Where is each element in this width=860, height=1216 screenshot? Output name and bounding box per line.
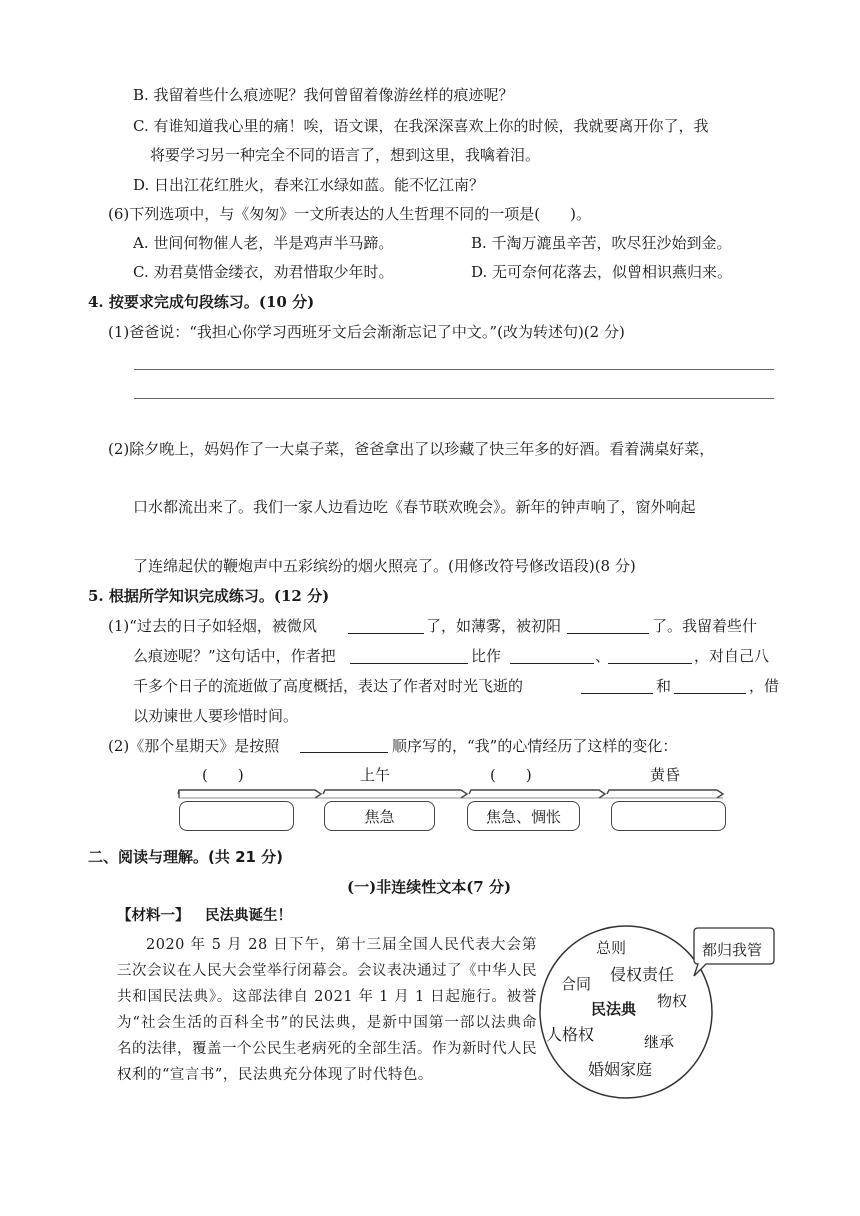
word-personality: 人格权 xyxy=(546,1025,595,1044)
word-contract: 合同 xyxy=(561,975,592,993)
material-1-text: 2020 年 5 月 28 日下午，第十三届全国人民代表大会第三次会议在人民大会堂举行闭幕会。会议表决通过了《中华人民共和国民法典》。这部法律自 2021 年 1 月 1 日起施行。被誉为“社会生活的百科全书”的民法典，是新中国第一部以法典命名的法律，覆盖一个公民生老病死的全部生活。作为新时代人民权利的“宣言书”，民法典充分体现了时代特色。 xyxy=(117,937,537,1083)
q5-s2-c: 、 xyxy=(595,647,611,665)
answer-line-1[interactable] xyxy=(134,369,774,370)
q6-option-d: D. 无可奈何花落去，似曾相识燕归来。 xyxy=(471,263,733,281)
q5-s1-a: (1)“过去的日子如轻烟，被微风 xyxy=(108,617,317,635)
word-general-rules: 总则 xyxy=(596,939,627,957)
blank-2[interactable] xyxy=(567,633,649,634)
mood-box-4[interactable] xyxy=(611,801,726,831)
q4-title: 4. 按要求完成句段练习。(10 分) xyxy=(88,293,315,311)
timeline-label-3: ( ) xyxy=(490,766,532,784)
q5-s3-c: ，借 xyxy=(749,677,780,695)
diagram-center: 民法典 xyxy=(591,1000,637,1018)
blank-6[interactable] xyxy=(581,693,653,694)
q5-s1-c: 了。我留着些什 xyxy=(652,617,758,635)
blank-3[interactable] xyxy=(350,663,468,664)
mood-box-1[interactable] xyxy=(179,801,294,831)
q5-option-b: B. 我留着些什么痕迹呢？我何曾留着像游丝样的痕迹呢？ xyxy=(133,86,514,104)
q5-title: 5. 根据所学知识完成练习。(12 分) xyxy=(88,587,330,605)
q5-s3-a: 千多个日子的流逝做了高度概括，表达了作者对时光飞逝的 xyxy=(133,677,524,695)
mood-box-3: 焦急、惆怅 xyxy=(467,801,580,831)
q5-option-c-line2: 将要学习另一种完全不同的语言了，想到这里，我噙着泪。 xyxy=(150,146,541,164)
blank-8[interactable] xyxy=(300,752,388,753)
material-1-title: 民法典诞生！ xyxy=(205,908,292,924)
word-tort-liability: 侵权责任 xyxy=(610,965,675,984)
blank-5[interactable] xyxy=(608,663,692,664)
material-1-label: 【材料一】 xyxy=(117,908,190,924)
blank-1[interactable] xyxy=(348,633,424,634)
q4-sub1: (1)爸爸说：“我担心你学习西班牙文后会渐渐忘记了中文。”(改为转述句)(2 分) xyxy=(108,323,625,341)
q5-s3-b: 和 xyxy=(656,677,672,695)
word-marriage-family: 婚姻家庭 xyxy=(588,1060,653,1079)
blank-7[interactable] xyxy=(674,693,746,694)
blank-4[interactable] xyxy=(510,663,594,664)
q5-s4: 以劝谏世人要珍惜时间。 xyxy=(133,707,299,725)
timeline-label-4: 黄昏 xyxy=(650,766,681,784)
q5-option-d: D. 日出江花红胜火，春来江水绿如蓝。能不忆江南？ xyxy=(133,176,485,194)
mood-box-2: 焦急 xyxy=(324,801,435,831)
section-2-subtitle: (一)非连续性文本(7 分) xyxy=(347,878,512,896)
q6-option-c: C. 劝君莫惜金缕衣，劝君惜取少年时。 xyxy=(133,263,394,281)
word-property: 物权 xyxy=(657,992,688,1010)
q6-prompt: (6)下列选项中，与《匆匆》一文所表达的人生哲理不同的一项是( )。 xyxy=(108,205,591,223)
q6-option-b: B. 千淘万漉虽辛苦，吹尽狂沙始到金。 xyxy=(471,234,732,252)
q4-sub2-line3: 了连绵起伏的鞭炮声中五彩缤纷的烟火照亮了。(用修改符号修改语段)(8 分) xyxy=(133,557,636,575)
q4-sub2-line2: 口水都流出来了。我们一家人边看边吃《春节联欢晚会》。新年的钟声响了，窗外响起 xyxy=(133,498,696,516)
q4-sub2-line1: (2)除夕晚上，妈妈作了一大桌子菜，爸爸拿出了以珍藏了快三年多的好酒。看着满桌好菜， xyxy=(108,440,715,458)
q5-sub2-a: (2)《那个星期天》是按照 xyxy=(108,737,280,755)
timeline-label-1: ( ) xyxy=(202,766,244,784)
q5-s2-b: 比作 xyxy=(471,647,502,665)
q5-s2-d: ，对自己八 xyxy=(694,647,770,665)
q5-option-c-line1: C. 有谁知道我心里的痛！唉，语文课，在我深深喜欢上你的时候，我就要离开你了，我 xyxy=(133,117,709,135)
speech-bubble-text: 都归我管 xyxy=(702,941,763,959)
q5-s1-b: 了，如薄雾，被初阳 xyxy=(426,617,562,635)
timeline-label-2: 上午 xyxy=(360,766,391,784)
q5-sub2-b: 顺序写的，“我”的心情经历了这样的变化： xyxy=(392,737,678,755)
q6-option-a: A. 世间何物催人老，半是鸡声半马蹄。 xyxy=(133,234,394,252)
answer-line-2[interactable] xyxy=(134,398,774,399)
section-2-title: 二、阅读与理解。(共 21 分) xyxy=(88,848,284,866)
word-inheritance: 继承 xyxy=(644,1033,675,1051)
q5-s2-a: 么痕迹呢？”这句话中，作者把 xyxy=(133,647,336,665)
